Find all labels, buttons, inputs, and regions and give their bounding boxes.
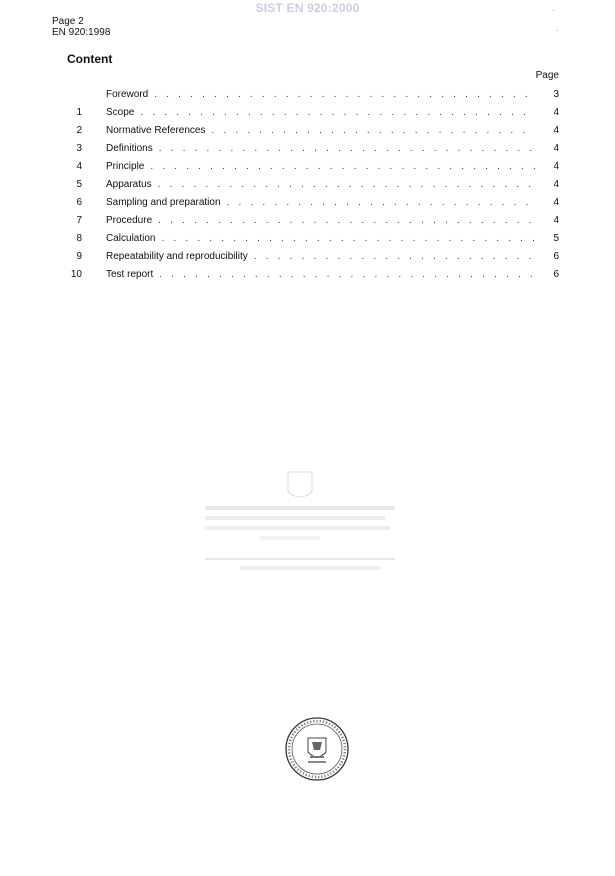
toc-page-number: 4 — [553, 179, 559, 190]
toc-page-number: 3 — [553, 89, 559, 100]
page-header — [52, 16, 110, 38]
toc-section-number: 2 — [76, 125, 82, 136]
toc-row — [0, 196, 615, 210]
toc-row — [0, 124, 615, 138]
toc-dot-leader — [159, 142, 535, 156]
toc-section-number: 6 — [76, 197, 82, 208]
toc-dot-leader — [154, 88, 535, 102]
toc-dot-leader — [161, 232, 535, 246]
toc-entry — [106, 124, 535, 138]
toc-section-title: Repeatability and reproducibility — [106, 251, 248, 262]
toc-page-number: 4 — [553, 107, 559, 118]
toc-page-number: 4 — [553, 125, 559, 136]
toc-section-number: 4 — [76, 161, 82, 172]
toc-entry — [106, 196, 535, 210]
toc-page-number: 4 — [553, 143, 559, 154]
toc-section-number: 3 — [76, 143, 82, 154]
toc-section-title: Principle — [106, 161, 145, 172]
toc-row — [0, 232, 615, 246]
toc-entry — [106, 160, 535, 174]
toc-dot-leader — [158, 214, 535, 228]
toc-entry — [106, 250, 535, 264]
toc-row — [0, 268, 615, 282]
toc-dot-leader — [254, 250, 535, 264]
seal-icon — [284, 716, 350, 782]
faint-stamp-graphic — [200, 470, 400, 580]
toc-entry — [106, 88, 535, 102]
toc-entry — [106, 268, 535, 282]
toc-page-number: 4 — [553, 197, 559, 208]
toc-row — [0, 142, 615, 156]
toc-entry — [106, 214, 535, 228]
toc-dot-leader — [211, 124, 535, 138]
toc-section-number: 7 — [76, 215, 82, 226]
toc-section-title: Normative References — [106, 125, 206, 136]
toc-row — [0, 214, 615, 228]
toc-section-number: 10 — [70, 269, 82, 280]
toc-section-title: Sampling and preparation — [106, 197, 221, 208]
toc-page-number: 6 — [553, 251, 559, 262]
toc-entry — [106, 178, 535, 192]
page-title: Content — [67, 52, 113, 66]
watermark-text: SIST EN 920:2000 — [255, 1, 360, 15]
toc-entry — [106, 142, 535, 156]
toc-page-number: 4 — [553, 161, 559, 172]
toc-dot-leader — [158, 178, 535, 192]
toc-section-number: 1 — [76, 107, 82, 118]
toc-page-number: 5 — [553, 233, 559, 244]
toc-row — [0, 160, 615, 174]
toc-row — [0, 178, 615, 192]
scan-speck: · — [552, 6, 555, 15]
toc-section-title: Scope — [106, 107, 135, 118]
toc-dot-leader — [227, 196, 535, 210]
toc-row — [0, 88, 615, 102]
standard-code: EN 920:1998 — [52, 27, 111, 38]
toc-section-title: Apparatus — [106, 179, 152, 190]
toc-row — [0, 250, 615, 264]
toc-dot-leader — [140, 106, 535, 120]
toc-section-title: Procedure — [106, 215, 153, 226]
toc-section-title: Definitions — [106, 143, 153, 154]
page-number-label: Page 2 — [52, 16, 84, 27]
page-column-label: Page — [535, 70, 559, 81]
toc-row — [0, 106, 615, 120]
toc-section-title: Test report — [106, 269, 154, 280]
toc-dot-leader — [150, 160, 535, 174]
toc-entry — [106, 106, 535, 120]
toc-page-number: 4 — [553, 215, 559, 226]
toc-section-title: Foreword — [106, 89, 149, 100]
toc-entry — [106, 232, 535, 246]
toc-section-title: Calculation — [106, 233, 156, 244]
toc-section-number: 5 — [76, 179, 82, 190]
toc-section-number: 9 — [76, 251, 82, 262]
toc-page-number: 6 — [553, 269, 559, 280]
toc-dot-leader — [159, 268, 535, 282]
toc-section-number: 8 — [76, 233, 82, 244]
scan-speck: · — [556, 26, 559, 35]
